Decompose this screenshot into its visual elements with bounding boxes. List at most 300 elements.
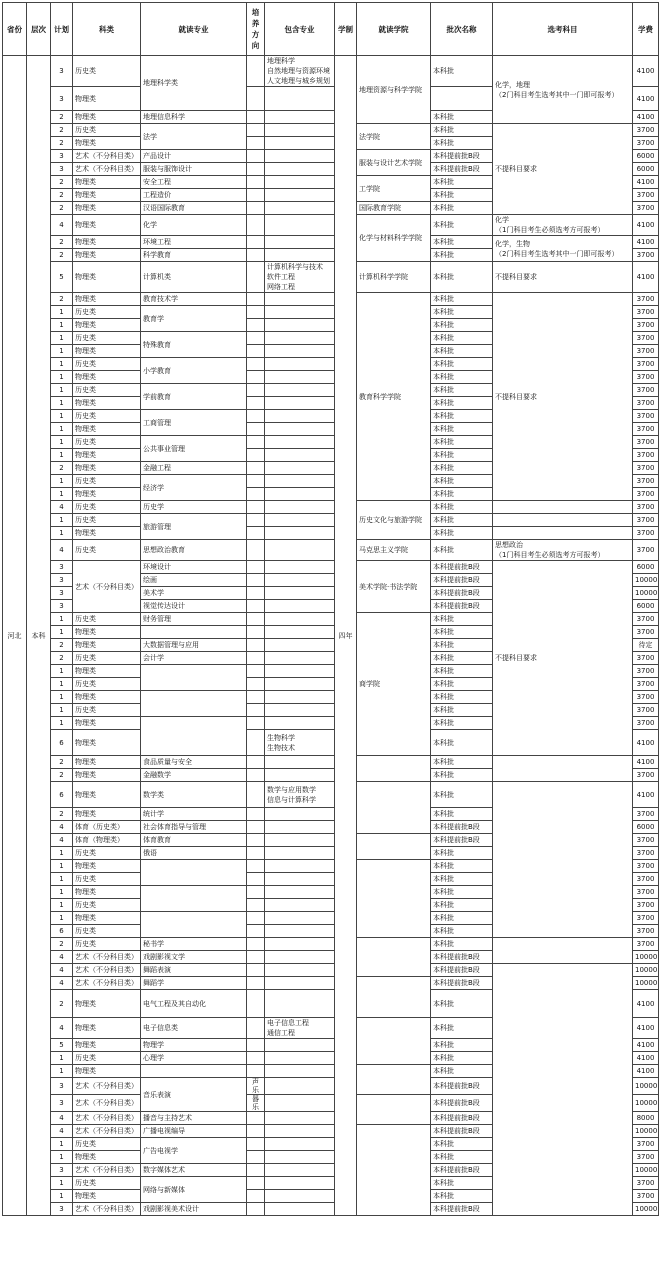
- major-cell: 产品设计: [141, 150, 247, 163]
- major-cell: 播音与主持艺术: [141, 1112, 247, 1125]
- included-majors-cell: [265, 704, 335, 717]
- tuition-cell: 3700: [633, 717, 659, 730]
- included-majors-cell: [265, 1039, 335, 1052]
- direction-cell: [247, 189, 265, 202]
- tuition-cell: 10000: [633, 1164, 659, 1177]
- major-cell: 汉语国际教育: [141, 202, 247, 215]
- tuition-cell: 10000: [633, 977, 659, 990]
- tuition-cell: 6000: [633, 600, 659, 613]
- direction-cell: [247, 691, 265, 704]
- batch-cell: 本科批: [431, 111, 493, 124]
- category-cell: 历史类: [73, 899, 141, 912]
- category-cell: 物理类: [73, 626, 141, 639]
- tuition-cell: 3700: [633, 886, 659, 899]
- category-cell: 物理类: [73, 462, 141, 475]
- tuition-cell: 3700: [633, 501, 659, 514]
- tuition-cell: 3700: [633, 652, 659, 665]
- direction-cell: [247, 410, 265, 423]
- plan-cell: 1: [51, 717, 73, 730]
- direction-cell: 器乐: [247, 1095, 265, 1112]
- plan-cell: 1: [51, 665, 73, 678]
- batch-cell: 本科批: [431, 423, 493, 436]
- category-cell: 历史类: [73, 613, 141, 626]
- subjects-cell: [493, 782, 633, 938]
- category-cell: 历史类: [73, 873, 141, 886]
- category-cell: 艺术（不分科目类）: [73, 561, 141, 613]
- included-majors-cell: [265, 249, 335, 262]
- direction-cell: [247, 1018, 265, 1039]
- category-cell: 物理类: [73, 176, 141, 189]
- tuition-cell: 3700: [633, 925, 659, 938]
- college-cell: 教育科学学院: [357, 293, 431, 501]
- plan-cell: 2: [51, 189, 73, 202]
- direction-cell: [247, 626, 265, 639]
- major-cell: 俄语: [141, 847, 247, 860]
- major-cell: 戏剧影视文学: [141, 951, 247, 964]
- tuition-cell: 3700: [633, 704, 659, 717]
- major-cell: 视觉传达设计: [141, 600, 247, 613]
- included-majors-cell: [265, 215, 335, 236]
- plan-cell: 6: [51, 782, 73, 808]
- major-cell: 食品质量与安全: [141, 756, 247, 769]
- tuition-cell: 10000: [633, 951, 659, 964]
- college-cell: 地理资源与科学学院: [357, 56, 431, 124]
- direction-cell: [247, 249, 265, 262]
- batch-cell: 本科批: [431, 1151, 493, 1164]
- tuition-cell: 10000: [633, 1095, 659, 1112]
- plan-cell: 1: [51, 886, 73, 899]
- tuition-cell: 3700: [633, 397, 659, 410]
- category-cell: 物理类: [73, 808, 141, 821]
- direction-cell: [247, 56, 265, 87]
- category-cell: 历史类: [73, 332, 141, 345]
- included-majors-cell: [265, 886, 335, 899]
- major-cell: 安全工程: [141, 176, 247, 189]
- plan-cell: 3: [51, 56, 73, 87]
- major-cell: [141, 1065, 247, 1078]
- included-majors-cell: [265, 1177, 335, 1190]
- subjects-cell: 不提科目要求: [493, 561, 633, 756]
- included-majors-cell: [265, 397, 335, 410]
- batch-cell: 本科批: [431, 345, 493, 358]
- major-cell: 电子信息类: [141, 1018, 247, 1039]
- plan-cell: 2: [51, 808, 73, 821]
- header-batch: 批次名称: [431, 3, 493, 56]
- table-row: [3, 514, 659, 527]
- tuition-cell: 3700: [633, 249, 659, 262]
- included-majors-cell: [265, 678, 335, 691]
- direction-cell: [247, 860, 265, 873]
- subjects-cell: 思想政治 （1门科目考生必须选考方可报考）: [493, 540, 633, 561]
- category-cell: 物理类: [73, 665, 141, 678]
- batch-cell: 本科批: [431, 1065, 493, 1078]
- batch-cell: 本科提前批B段: [431, 951, 493, 964]
- tuition-cell: 4100: [633, 730, 659, 756]
- plan-cell: 1: [51, 384, 73, 397]
- category-cell: 物理类: [73, 137, 141, 150]
- tuition-cell: 6000: [633, 821, 659, 834]
- category-cell: 物理类: [73, 886, 141, 899]
- header-college: 就读学院: [357, 3, 431, 56]
- batch-cell: 本科批: [431, 626, 493, 639]
- tuition-cell: 3700: [633, 613, 659, 626]
- plan-cell: 1: [51, 613, 73, 626]
- direction-cell: [247, 756, 265, 769]
- batch-cell: 本科提前批B段: [431, 834, 493, 847]
- header-duration: 学制: [335, 3, 357, 56]
- plan-cell: 1: [51, 1177, 73, 1190]
- plan-cell: 1: [51, 397, 73, 410]
- batch-cell: 本科批: [431, 639, 493, 652]
- category-cell: 物理类: [73, 756, 141, 769]
- batch-cell: 本科批: [431, 782, 493, 808]
- tuition-cell: 4100: [633, 215, 659, 236]
- plan-cell: 5: [51, 262, 73, 293]
- included-majors-cell: [265, 436, 335, 449]
- direction-cell: [247, 332, 265, 345]
- plan-cell: 4: [51, 1112, 73, 1125]
- plan-cell: 1: [51, 860, 73, 873]
- major-cell: 会计学: [141, 652, 247, 665]
- included-majors-cell: [265, 873, 335, 886]
- plan-cell: 2: [51, 756, 73, 769]
- included-majors-cell: [265, 87, 335, 111]
- direction-cell: [247, 938, 265, 951]
- batch-cell: 本科批: [431, 912, 493, 925]
- included-majors-cell: [265, 1125, 335, 1138]
- tuition-cell: 6000: [633, 150, 659, 163]
- direction-cell: [247, 730, 265, 756]
- tuition-cell: 6000: [633, 163, 659, 176]
- plan-cell: 1: [51, 410, 73, 423]
- table-row: [3, 56, 659, 87]
- plan-cell: 6: [51, 730, 73, 756]
- plan-cell: 1: [51, 358, 73, 371]
- direction-cell: [247, 925, 265, 938]
- direction-cell: [247, 236, 265, 249]
- direction-cell: [247, 137, 265, 150]
- batch-cell: 本科提前批B段: [431, 163, 493, 176]
- major-cell: 秘书学: [141, 938, 247, 951]
- category-cell: 物理类: [73, 371, 141, 384]
- tuition-cell: 10000: [633, 1078, 659, 1095]
- major-cell: 音乐表演: [141, 1078, 247, 1112]
- included-majors-cell: [265, 384, 335, 397]
- major-cell: [141, 860, 247, 886]
- included-majors-cell: [265, 501, 335, 514]
- tuition-cell: 4100: [633, 756, 659, 769]
- included-majors-cell: [265, 990, 335, 1018]
- category-cell: 物理类: [73, 912, 141, 925]
- table-row: [3, 540, 659, 561]
- header-row: [3, 3, 659, 56]
- tuition-cell: 3700: [633, 306, 659, 319]
- plan-cell: 3: [51, 87, 73, 111]
- batch-cell: 本科批: [431, 56, 493, 87]
- tuition-cell: 3700: [633, 436, 659, 449]
- major-cell: 心理学: [141, 1052, 247, 1065]
- plan-cell: 2: [51, 137, 73, 150]
- major-cell: 科学教育: [141, 249, 247, 262]
- plan-cell: 5: [51, 1039, 73, 1052]
- tuition-cell: 3700: [633, 124, 659, 137]
- category-cell: 历史类: [73, 306, 141, 319]
- batch-cell: 本科批: [431, 358, 493, 371]
- batch-cell: 本科批: [431, 990, 493, 1018]
- direction-cell: [247, 613, 265, 626]
- included-majors-cell: [265, 1052, 335, 1065]
- table-row: [3, 756, 659, 769]
- category-cell: 物理类: [73, 639, 141, 652]
- plan-cell: 2: [51, 652, 73, 665]
- tuition-cell: 10000: [633, 964, 659, 977]
- batch-cell: 本科批: [431, 925, 493, 938]
- category-cell: 物理类: [73, 860, 141, 873]
- included-majors-cell: [265, 358, 335, 371]
- tuition-cell: 10000: [633, 574, 659, 587]
- tuition-cell: 3700: [633, 665, 659, 678]
- header-subjects: 选考科目: [493, 3, 633, 56]
- subjects-cell: [493, 501, 633, 514]
- batch-cell: 本科批: [431, 371, 493, 384]
- batch-cell: 本科批: [431, 462, 493, 475]
- category-cell: 艺术（不分科目类）: [73, 951, 141, 964]
- subjects-cell: [493, 964, 633, 1216]
- college-cell: [357, 782, 431, 834]
- direction-cell: [247, 834, 265, 847]
- batch-cell: 本科提前批B段: [431, 150, 493, 163]
- tuition-cell: 3700: [633, 358, 659, 371]
- table-row: [3, 527, 659, 540]
- batch-cell: 本科批: [431, 652, 493, 665]
- included-majors-cell: [265, 834, 335, 847]
- direction-cell: 声乐: [247, 1078, 265, 1095]
- direction-cell: [247, 501, 265, 514]
- plan-cell: 1: [51, 449, 73, 462]
- direction-cell: [247, 678, 265, 691]
- category-cell: 物理类: [73, 423, 141, 436]
- college-cell: [357, 834, 431, 860]
- tuition-cell: 3700: [633, 293, 659, 306]
- batch-cell: 本科批: [431, 540, 493, 561]
- table-row: [3, 215, 659, 236]
- header-direction: 培养方向: [247, 3, 265, 56]
- direction-cell: [247, 87, 265, 111]
- plan-cell: 1: [51, 436, 73, 449]
- college-cell: [357, 938, 431, 977]
- batch-cell: 本科批: [431, 730, 493, 756]
- included-majors-cell: [265, 756, 335, 769]
- direction-cell: [247, 1177, 265, 1190]
- tuition-cell: 4100: [633, 176, 659, 189]
- tuition-cell: 4100: [633, 1052, 659, 1065]
- category-cell: 历史类: [73, 704, 141, 717]
- province-cell: 河北: [3, 56, 27, 1216]
- included-majors-cell: [265, 189, 335, 202]
- direction-cell: [247, 990, 265, 1018]
- college-cell: [357, 1095, 431, 1125]
- plan-cell: 3: [51, 587, 73, 600]
- included-majors-cell: [265, 332, 335, 345]
- category-cell: 艺术（不分科目类）: [73, 1095, 141, 1112]
- tuition-cell: 待定: [633, 639, 659, 652]
- tuition-cell: 4100: [633, 990, 659, 1018]
- plan-cell: 1: [51, 1065, 73, 1078]
- major-cell: 美术学: [141, 587, 247, 600]
- included-majors-cell: [265, 626, 335, 639]
- college-cell: 历史文化与旅游学院: [357, 501, 431, 540]
- major-cell: 物理学: [141, 1039, 247, 1052]
- tuition-cell: 3700: [633, 847, 659, 860]
- major-cell: 绘画: [141, 574, 247, 587]
- included-majors-cell: [265, 462, 335, 475]
- batch-cell: 本科批: [431, 769, 493, 782]
- plan-cell: 4: [51, 540, 73, 561]
- category-cell: 艺术（不分科目类）: [73, 1112, 141, 1125]
- batch-cell: 本科提前批B段: [431, 821, 493, 834]
- tuition-cell: 3700: [633, 371, 659, 384]
- included-majors-cell: [265, 1164, 335, 1177]
- major-cell: 旅游管理: [141, 514, 247, 540]
- tuition-cell: 4100: [633, 56, 659, 87]
- major-cell: 社会体育指导与管理: [141, 821, 247, 834]
- direction-cell: [247, 1190, 265, 1203]
- tuition-cell: 3700: [633, 488, 659, 501]
- batch-cell: 本科批: [431, 899, 493, 912]
- major-cell: 计算机类: [141, 262, 247, 293]
- batch-cell: 本科提前批B段: [431, 964, 493, 977]
- included-majors-cell: [265, 1065, 335, 1078]
- direction-cell: [247, 899, 265, 912]
- batch-cell: 本科批: [431, 514, 493, 527]
- tuition-cell: 3700: [633, 540, 659, 561]
- included-majors-cell: [265, 124, 335, 137]
- major-cell: 舞蹈表演: [141, 964, 247, 977]
- college-cell: 国际教育学院: [357, 202, 431, 215]
- batch-cell: 本科批: [431, 475, 493, 488]
- batch-cell: 本科批: [431, 397, 493, 410]
- plan-cell: 1: [51, 691, 73, 704]
- included-majors-cell: [265, 665, 335, 678]
- category-cell: 体育（物理类）: [73, 834, 141, 847]
- plan-cell: 1: [51, 319, 73, 332]
- tuition-cell: 4100: [633, 782, 659, 808]
- major-cell: 统计学: [141, 808, 247, 821]
- direction-cell: [247, 293, 265, 306]
- tuition-cell: 3700: [633, 860, 659, 873]
- batch-cell: 本科批: [431, 202, 493, 215]
- category-cell: 艺术（不分科目类）: [73, 1203, 141, 1216]
- direction-cell: [247, 1164, 265, 1177]
- direction-cell: [247, 912, 265, 925]
- batch-cell: 本科批: [431, 756, 493, 769]
- category-cell: 物理类: [73, 782, 141, 808]
- category-cell: 历史类: [73, 1138, 141, 1151]
- direction-cell: [247, 150, 265, 163]
- header-major: 就读专业: [141, 3, 247, 56]
- tuition-cell: 8000: [633, 1112, 659, 1125]
- direction-cell: [247, 124, 265, 137]
- batch-cell: 本科提前批B段: [431, 600, 493, 613]
- batch-cell: 本科批: [431, 306, 493, 319]
- college-cell: 商学院: [357, 613, 431, 756]
- batch-cell: 本科批: [431, 332, 493, 345]
- batch-cell: 本科批: [431, 938, 493, 951]
- header-included-majors: 包含专业: [265, 3, 335, 56]
- direction-cell: [247, 514, 265, 527]
- batch-cell: 本科批: [431, 293, 493, 306]
- plan-cell: 2: [51, 293, 73, 306]
- major-cell: 金融工程: [141, 462, 247, 475]
- plan-cell: 4: [51, 1018, 73, 1039]
- plan-cell: 4: [51, 215, 73, 236]
- plan-cell: 3: [51, 1203, 73, 1216]
- direction-cell: [247, 358, 265, 371]
- major-cell: 地理科学类: [141, 56, 247, 111]
- direction-cell: [247, 977, 265, 990]
- plan-cell: 2: [51, 990, 73, 1018]
- plan-cell: 4: [51, 964, 73, 977]
- batch-cell: 本科批: [431, 613, 493, 626]
- direction-cell: [247, 1112, 265, 1125]
- direction-cell: [247, 600, 265, 613]
- included-majors-cell: [265, 1078, 335, 1095]
- direction-cell: [247, 1125, 265, 1138]
- included-majors-cell: [265, 925, 335, 938]
- batch-cell: 本科批: [431, 860, 493, 873]
- batch-cell: 本科提前批B段: [431, 1078, 493, 1095]
- major-cell: 网络与新媒体: [141, 1177, 247, 1203]
- plan-cell: 4: [51, 1125, 73, 1138]
- category-cell: 物理类: [73, 769, 141, 782]
- category-cell: 历史类: [73, 1052, 141, 1065]
- category-cell: 艺术（不分科目类）: [73, 150, 141, 163]
- category-cell: 历史类: [73, 436, 141, 449]
- college-cell: [357, 860, 431, 938]
- category-cell: 物理类: [73, 189, 141, 202]
- college-cell: 化学与材料科学学院: [357, 215, 431, 262]
- direction-cell: [247, 423, 265, 436]
- plan-cell: 2: [51, 202, 73, 215]
- direction-cell: [247, 1039, 265, 1052]
- included-majors-cell: [265, 319, 335, 332]
- direction-cell: [247, 384, 265, 397]
- direction-cell: [247, 808, 265, 821]
- batch-cell: 本科批: [431, 189, 493, 202]
- batch-cell: 本科批: [431, 449, 493, 462]
- category-cell: 历史类: [73, 124, 141, 137]
- batch-cell: 本科批: [431, 488, 493, 501]
- college-cell: 计算机科学学院: [357, 262, 431, 293]
- tuition-cell: 3700: [633, 769, 659, 782]
- tuition-cell: 3700: [633, 873, 659, 886]
- plan-cell: 1: [51, 678, 73, 691]
- included-majors-cell: 数学与应用数学 信息与计算科学: [265, 782, 335, 808]
- plan-cell: 1: [51, 912, 73, 925]
- plan-cell: 4: [51, 977, 73, 990]
- batch-cell: 本科批: [431, 1039, 493, 1052]
- included-majors-cell: 计算机科学与技术 软件工程 网络工程: [265, 262, 335, 293]
- direction-cell: [247, 587, 265, 600]
- major-cell: 公共事业管理: [141, 436, 247, 462]
- direction-cell: [247, 527, 265, 540]
- plan-cell: 2: [51, 236, 73, 249]
- included-majors-cell: [265, 527, 335, 540]
- major-cell: 金融数学: [141, 769, 247, 782]
- included-majors-cell: 生物科学 生物技术: [265, 730, 335, 756]
- college-cell: 服装与设计艺术学院: [357, 150, 431, 176]
- major-cell: 舞蹈学: [141, 977, 247, 990]
